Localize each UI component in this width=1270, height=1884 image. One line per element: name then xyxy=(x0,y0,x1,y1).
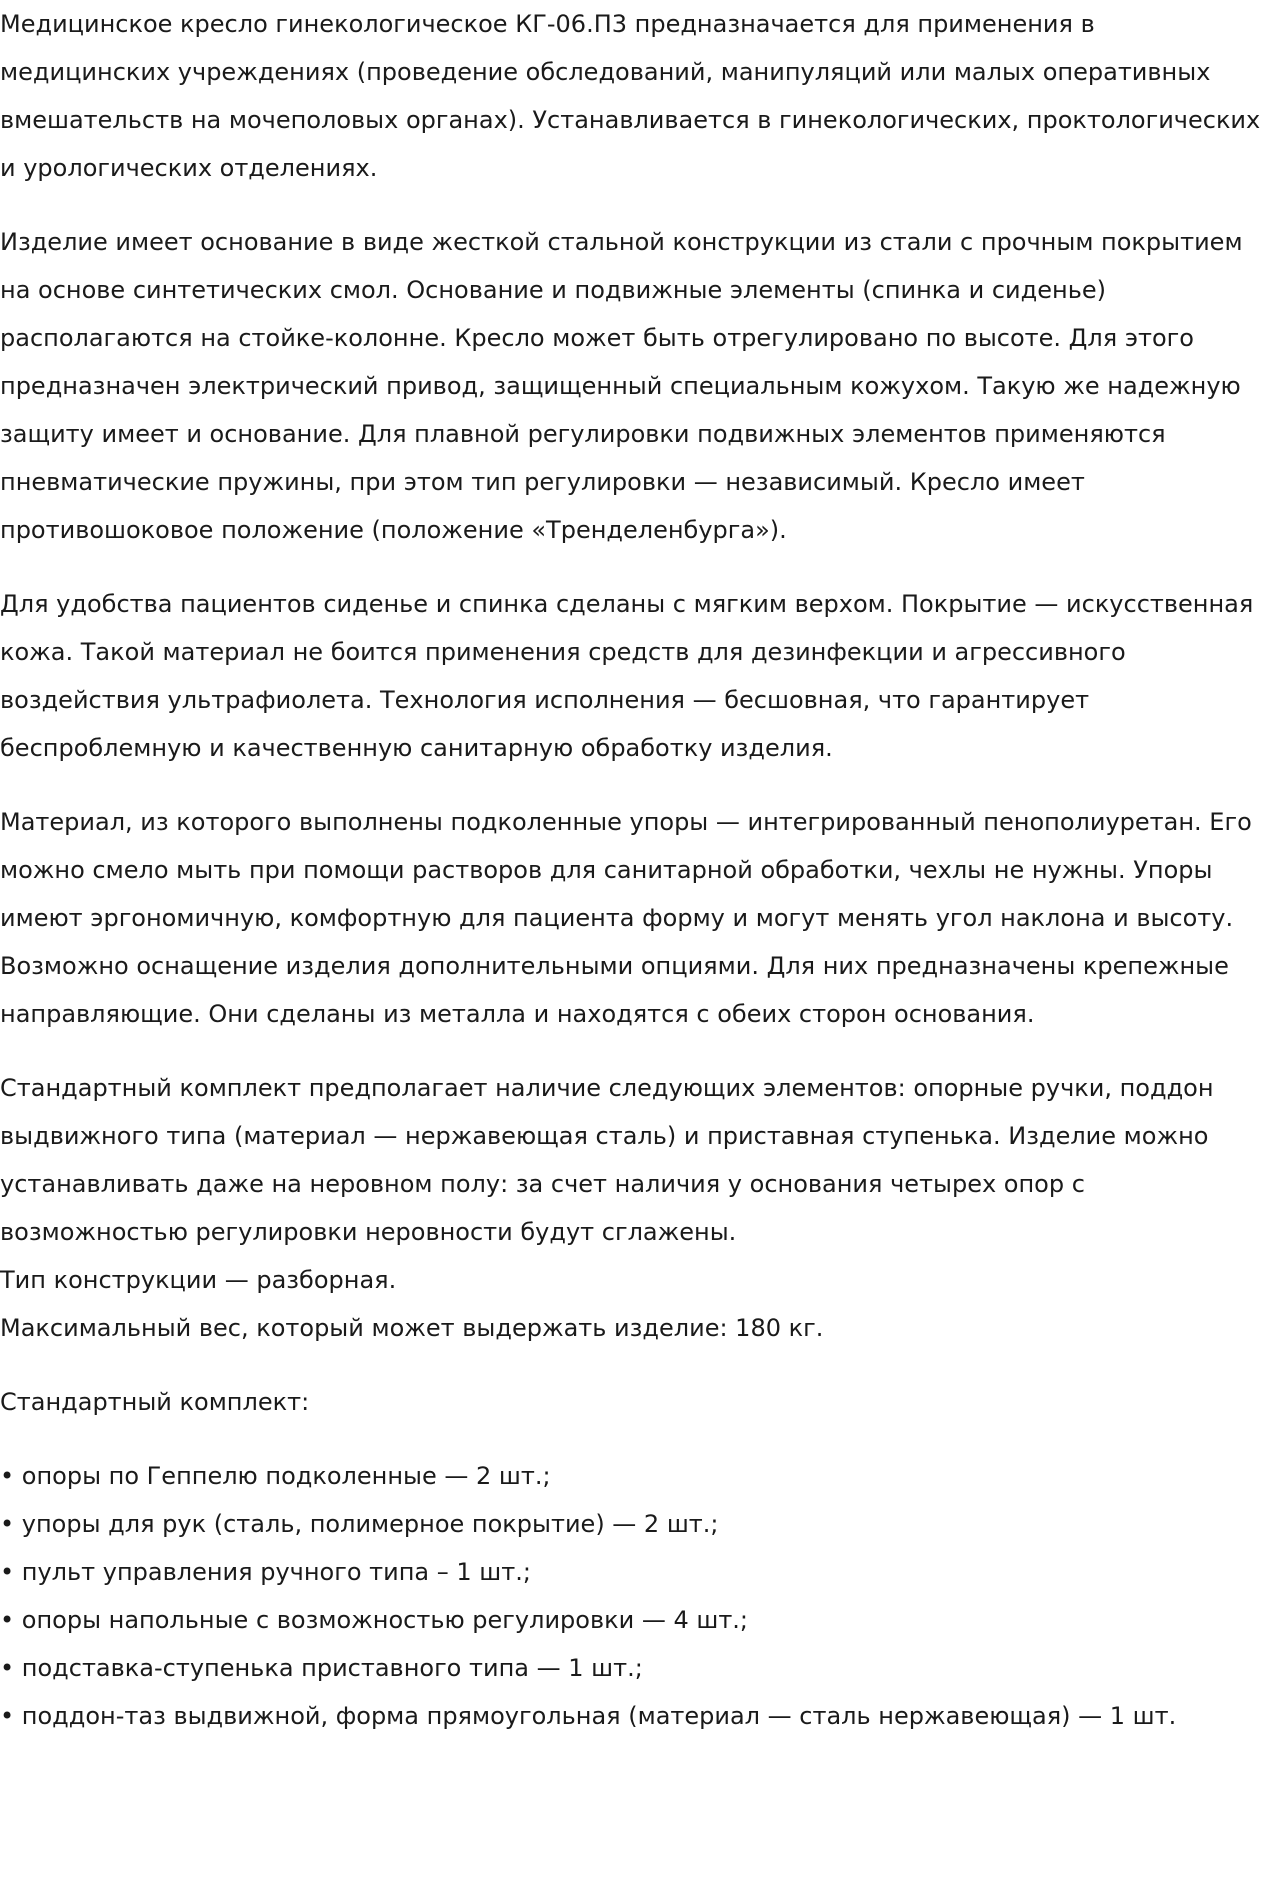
construction-type-line: Тип конструкции — разборная. xyxy=(0,1266,397,1294)
kit-item: • опоры по Геппелю подколенные — 2 шт.; xyxy=(0,1462,551,1490)
standard-set-paragraph: Стандартный комплект предполагает наличие следующих элементов: опорные ручки, поддон выдвижного типа (материал — нержавеющая сталь) и приставная ступенька. Изделие можно устанавливать даже на неровном полу: за счет наличия у основания четырех опор с возможностью регулировки неровности будут сглажены. xyxy=(0,1074,1214,1246)
construction-paragraph: Изделие имеет основание в виде жесткой стальной конструкции из стали с прочным покрытием на основе синтетических смол. Основание и подвижные элементы (спинка и сиденье) располагаются на стойке-колонне. Кресло может быть отрегулировано по высоте. Для этого предназначен электрический привод, защищенный специальным кожухом. Такую же надежную защиту имеет и основание. Для плавной регулировки подвижных элементов применяются пневматические пружины, при этом тип регулировки — независимый. Кресло имеет противошоковое положение (положение «Тренделенбурга»). xyxy=(0,228,1243,544)
kit-list xyxy=(0,1452,1270,1740)
kit-item: • пульт управления ручного типа – 1 шт.; xyxy=(0,1558,531,1586)
kit-item: • подставка-ступенька приставного типа — 1 шт.; xyxy=(0,1654,643,1682)
knee-supports-paragraph: Материал, из которого выполнены подколенные упоры — интегрированный пенополиуретан. Его можно смело мыть при помощи растворов для санитарной обработки, чехлы не нужны. Упоры имеют эргономичную, комфортную для пациента форму и могут менять угол наклона и высоту. Возможно оснащение изделия дополнительными опциями. Для них предназначены крепежные направляющие. Они сделаны из металла и находятся с обеих сторон основания. xyxy=(0,808,1252,1028)
kit-heading: Стандартный комплект: xyxy=(0,1388,310,1416)
kit-item: • опоры напольные с возможностью регулировки — 4 шт.; xyxy=(0,1606,749,1634)
intro-paragraph: Медицинское кресло гинекологическое КГ-06.П3 предназначается для применения в медицинских учреждениях (проведение обследований, манипуляций или малых оперативных вмешательств на мочеполовых органах). Устанавливается в гинекологических, проктологических и урологических отделениях. xyxy=(0,10,1261,182)
kit-item: • упоры для рук (сталь, полимерное покрытие) — 2 шт.; xyxy=(0,1510,719,1538)
max-weight-line: Максимальный вес, который может выдержать изделие: 180 кг. xyxy=(0,1314,824,1342)
upholstery-paragraph: Для удобства пациентов сиденье и спинка сделаны с мягким верхом. Покрытие — искусственная кожа. Такой материал не боится применения средств для дезинфекции и агрессивного воздействия ультрафиолета. Технология исполнения — бесшовная, что гарантирует беспроблемную и качественную санитарную обработку изделия. xyxy=(0,590,1254,762)
kit-item: • поддон-таз выдвижной, форма прямоугольная (материал — сталь нержавеющая) — 1 шт. xyxy=(0,1702,1177,1730)
